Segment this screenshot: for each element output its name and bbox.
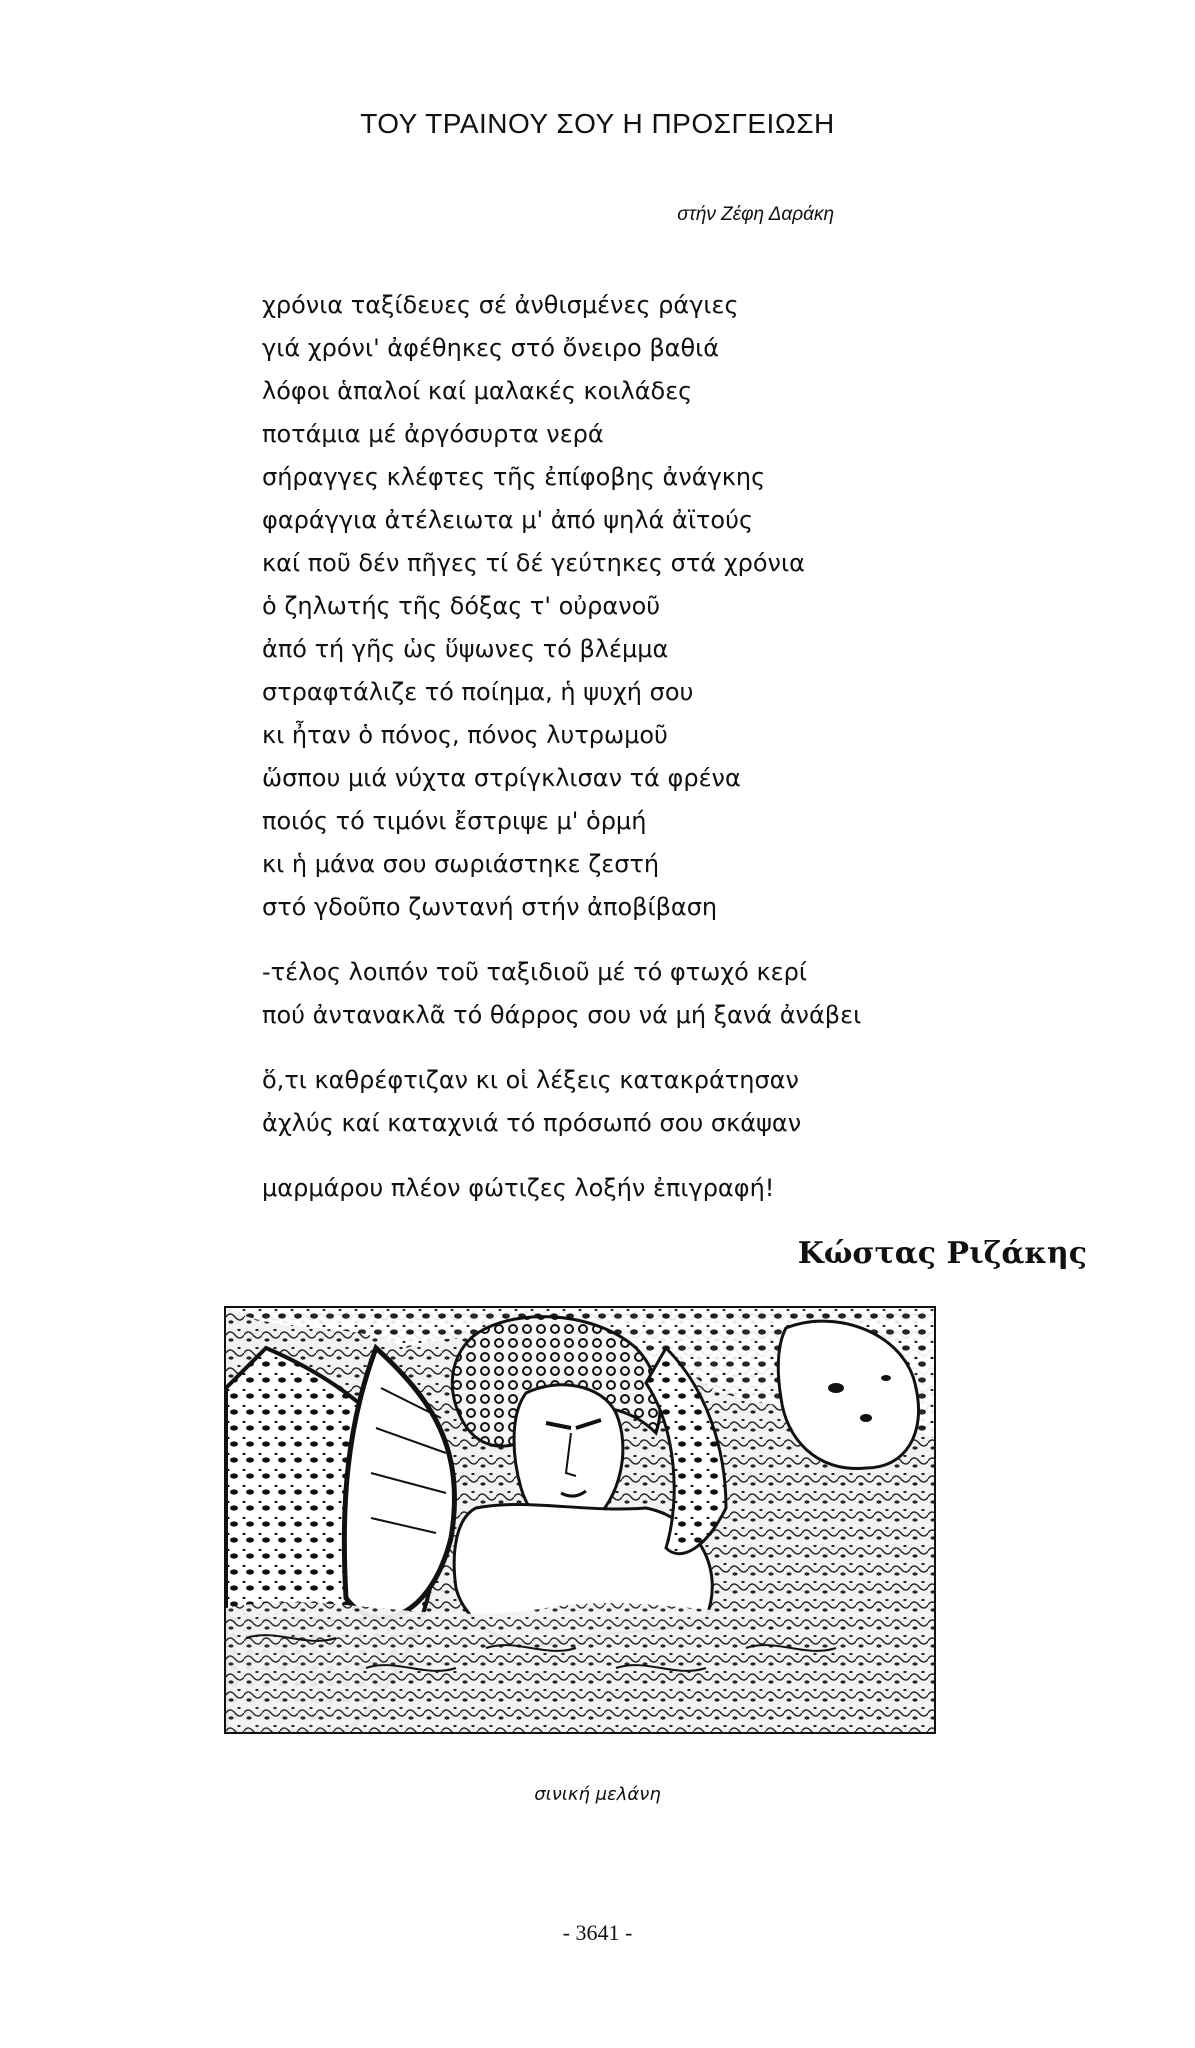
poem-line: ἀχλύς καί καταχνιά τό πρόσωπό σου σκάψαν [262, 1109, 802, 1137]
poem-line: σήραγγες κλέφτες τῆς ἐπίφοβης ἀνάγκης [262, 463, 766, 491]
poem-line: κι ἦταν ὁ πόνος, πόνος λυτρωμοῦ [262, 721, 668, 749]
poem-line: ὅ,τι καθρέφτιζαν κι οἱ λέξεις κατακράτησαν [262, 1066, 799, 1094]
poem-line: μαρμάρου πλέον φώτιζες λοξήν ἐπιγραφή! [262, 1174, 775, 1202]
ink-illustration [224, 1306, 936, 1734]
ink-illustration-svg [226, 1308, 934, 1732]
poem-line: ὥσπου μιά νύχτα στρίγκλισαν τά φρένα [262, 764, 741, 792]
poem-line: λόφοι ἁπαλοί καί μαλακές κοιλάδες [262, 377, 693, 405]
ink-water [226, 1602, 934, 1732]
poem-line: καί ποῦ δέν πῆγες τί δέ γεύτηκες στά χρόνια [262, 549, 805, 577]
poem-stanza [262, 1059, 1022, 1145]
poem-line: φαράγγια ἀτέλειωτα μ' ἀπό ψηλά ἀϊτούς [262, 506, 754, 534]
page-number: - 3641 - [562, 1920, 633, 1945]
poem-body [262, 284, 1022, 1232]
poem-line: ποτάμια μέ ἀργόσυρτα νερά [262, 420, 604, 448]
poem-line: ὁ ζηλωτής τῆς δόξας τ' οὐρανοῦ [262, 592, 661, 620]
poem-line: στό γδοῦπο ζωντανή στήν ἀποβίβαση [262, 893, 718, 921]
poem-line: -τέλος λοιπόν τοῦ ταξιδιοῦ μέ τό φτωχό κερί [262, 958, 807, 986]
poem-stanza [262, 284, 1022, 929]
poem-line: στραφτάλιζε τό ποίημα, ἡ ψυχή σου [262, 678, 694, 706]
poem-stanza [262, 951, 1022, 1037]
author-name: Κώστας Ριζάκης [797, 1236, 1087, 1271]
illustration-caption: σινική μελάνη [534, 1784, 661, 1805]
poem-stanza [262, 1167, 1022, 1210]
dedication: στήν Ζέφη Δαράκη [677, 204, 834, 225]
poem-line: γιά χρόνι' ἀφέθηκες στό ὄνειρο βαθιά [262, 334, 720, 362]
poem-line: πού ἀντανακλᾶ τό θάρρος σου νά μή ξανά ἀνάβει [262, 1001, 862, 1029]
poem-title: ΤΟΥ ΤΡΑΙΝΟΥ ΣΟΥ Η ΠΡΟΣΓΕΙΩΣΗ [360, 108, 835, 139]
poem-line: ποιός τό τιμόνι ἔστριψε μ' ὁρμή [262, 807, 647, 835]
poem-line: χρόνια ταξίδευες σέ ἀνθισμένες ράγιες [262, 291, 739, 319]
poem-line: κι ἡ μάνα σου σωριάστηκε ζεστή [262, 850, 660, 878]
poem-line: ἀπό τή γῆς ὡς ὕψωνες τό βλέμμα [262, 635, 669, 663]
